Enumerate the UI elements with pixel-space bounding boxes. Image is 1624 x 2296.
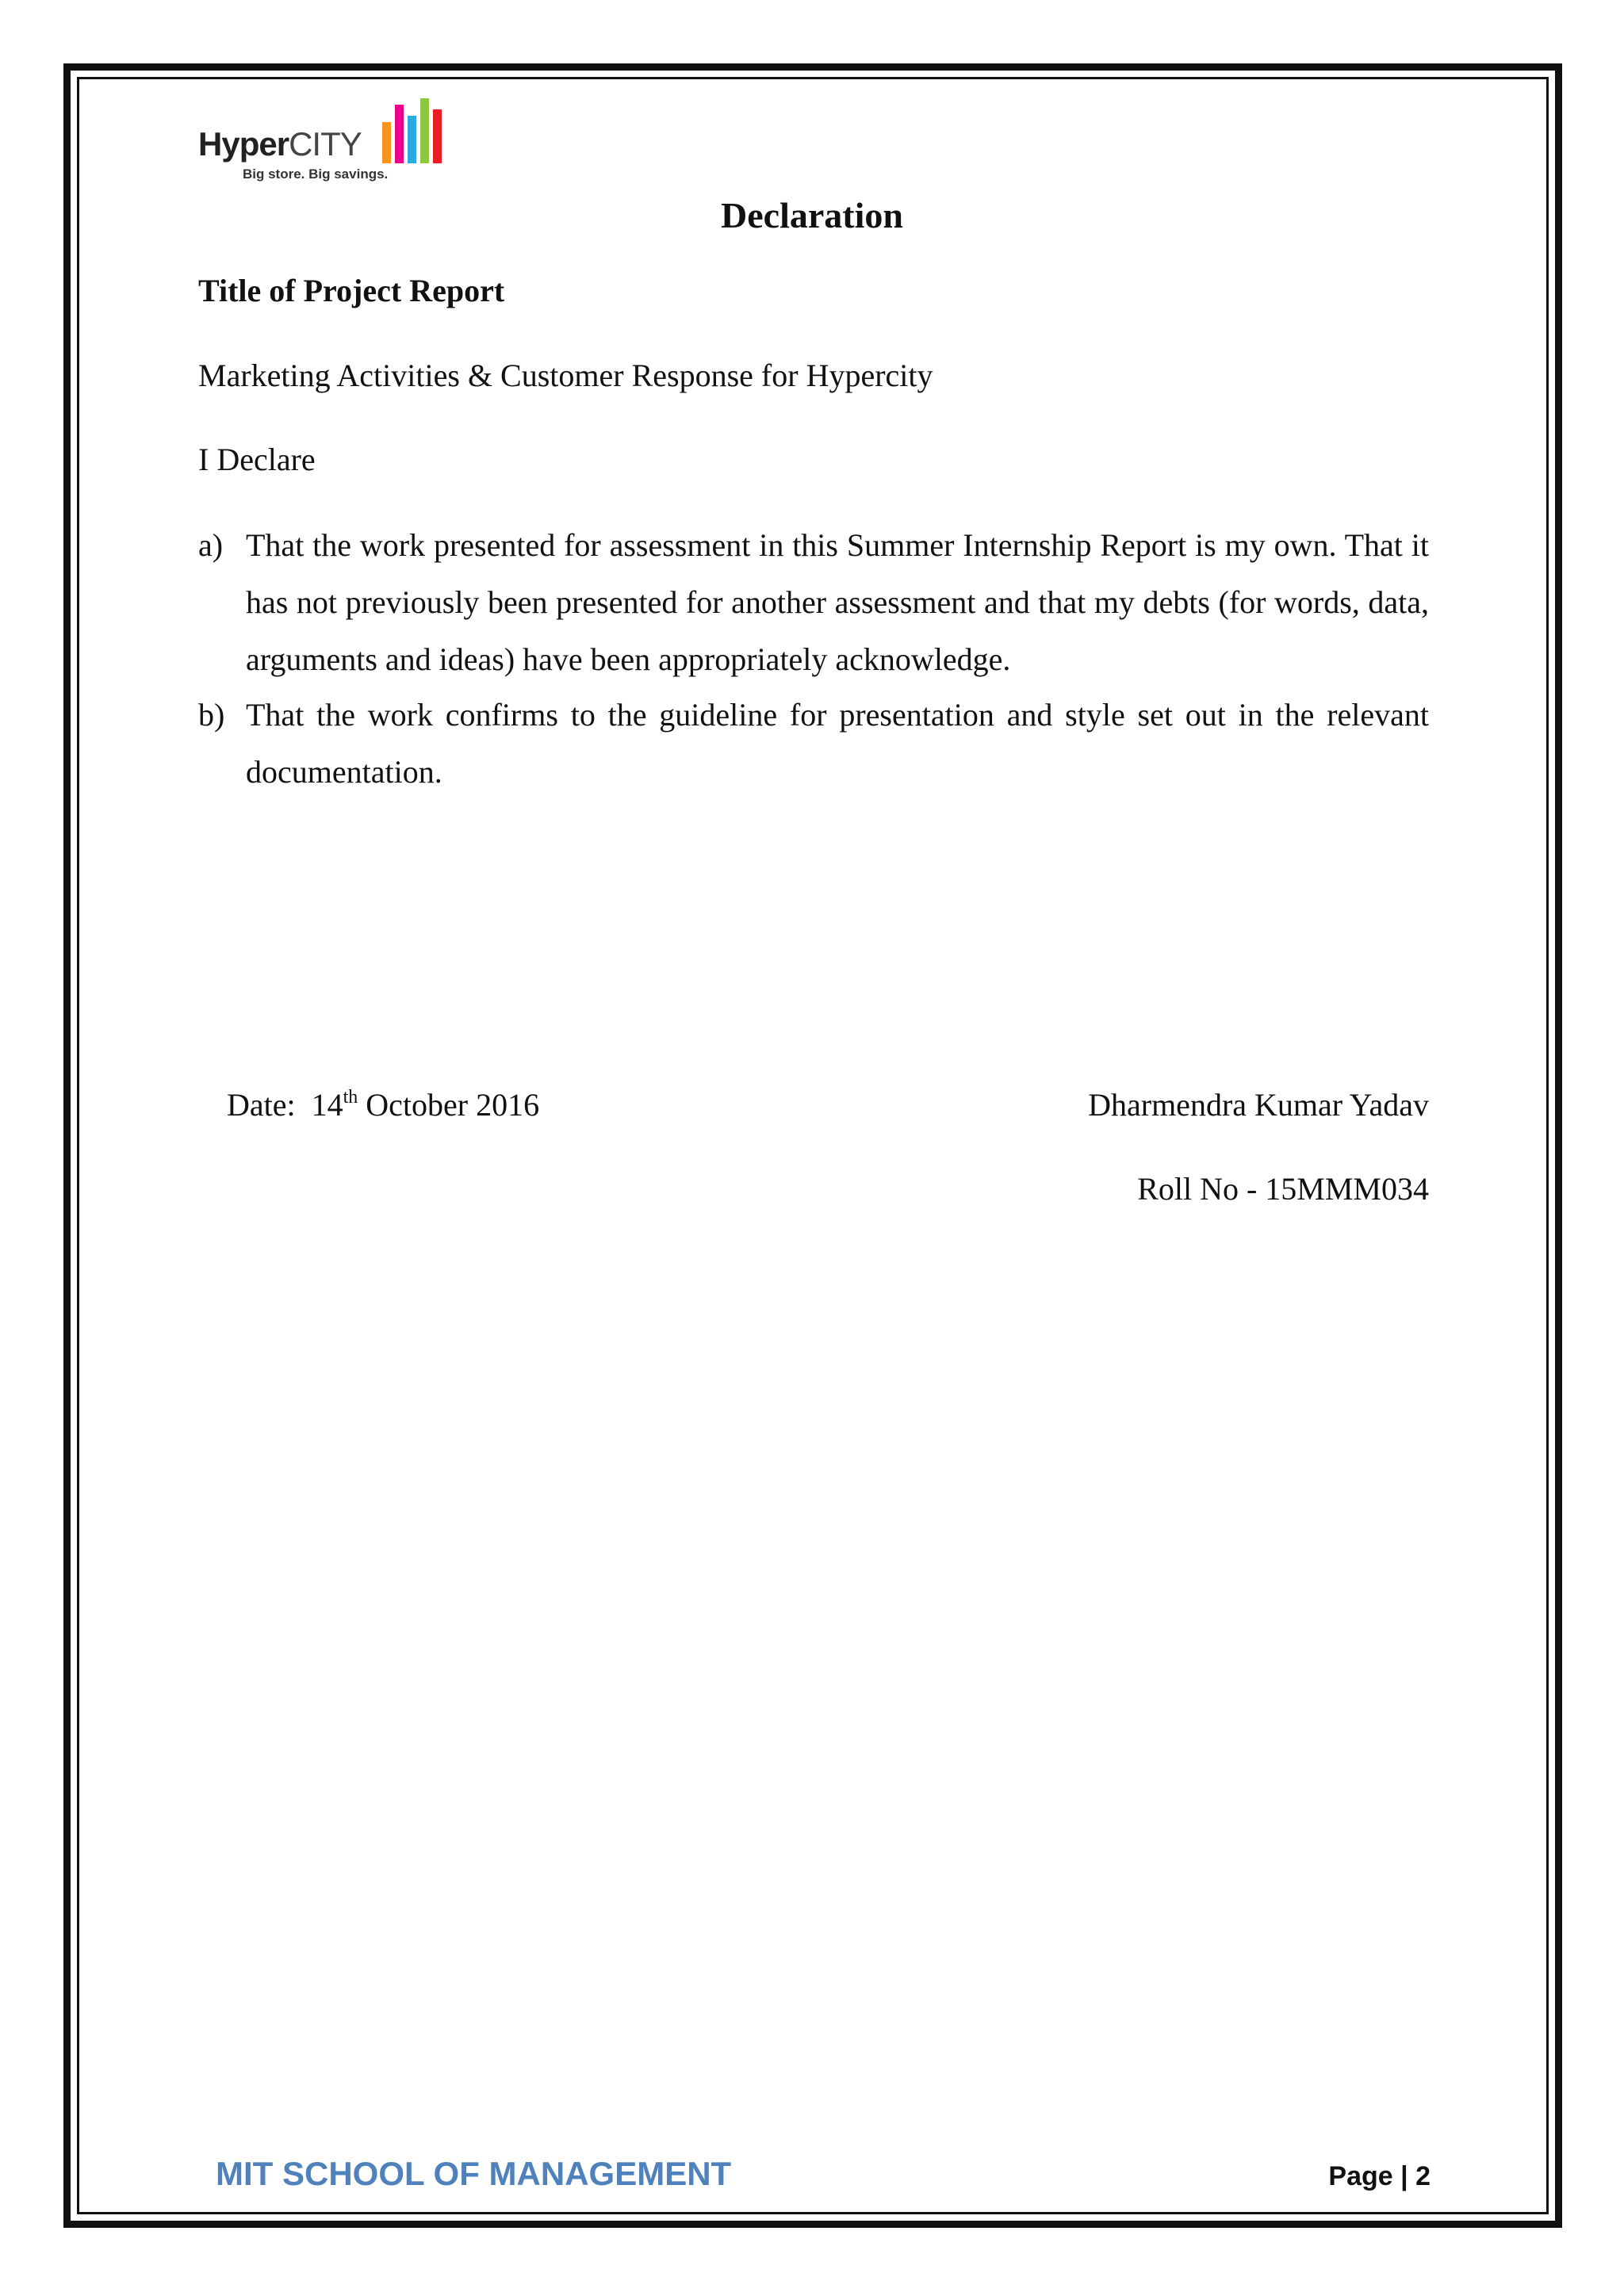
footer-school: MIT SCHOOL OF MANAGEMENT [216,2155,732,2192]
declaration-item-b [198,687,1429,801]
page-title: Declaration [721,195,903,235]
item-text: That the work presented for assessment in this Summer Internship Report is my own. That it has not previously been presented for another assessment and that my debts (for words, data, arguments and ideas) have been appropriately acknowledge. [246,527,1429,677]
declaration-item-a [198,517,1429,688]
logo-bar [420,98,429,163]
page-border-inner [77,77,1549,2214]
logo-city: CITY [289,125,362,163]
logo-bar [395,105,404,163]
date-label: Date: [227,1087,296,1123]
project-title-label: Title of Project Report [198,273,505,308]
item-marker: a) [198,527,224,563]
date-line [227,1086,539,1123]
item-marker: b) [198,697,225,733]
declare-label: I Declare [198,442,316,477]
logo-hyper: Hyper [198,125,289,163]
logo-tagline: Big store. Big savings. [243,166,389,182]
date-suffix: th [343,1087,358,1108]
logo-bars-icon [382,98,454,163]
footer-page-number: Page | 2 [1328,2161,1431,2191]
roll-number: Roll No - 15MMM034 [1137,1171,1429,1207]
logo-bar [408,116,416,163]
hypercity-logo [198,94,452,181]
date-rest: October 2016 [366,1087,540,1123]
logo-wordmark [198,125,362,163]
logo-bar [433,109,442,163]
date-day: 14 [311,1087,343,1123]
signatory-name: Dharmendra Kumar Yadav [1088,1087,1429,1123]
project-title: Marketing Activities & Customer Response for Hypercity [198,358,933,393]
logo-bar [382,122,391,163]
item-text: That the work confirms to the guideline for presentation and style set out in the relevant documentation. [246,697,1429,790]
